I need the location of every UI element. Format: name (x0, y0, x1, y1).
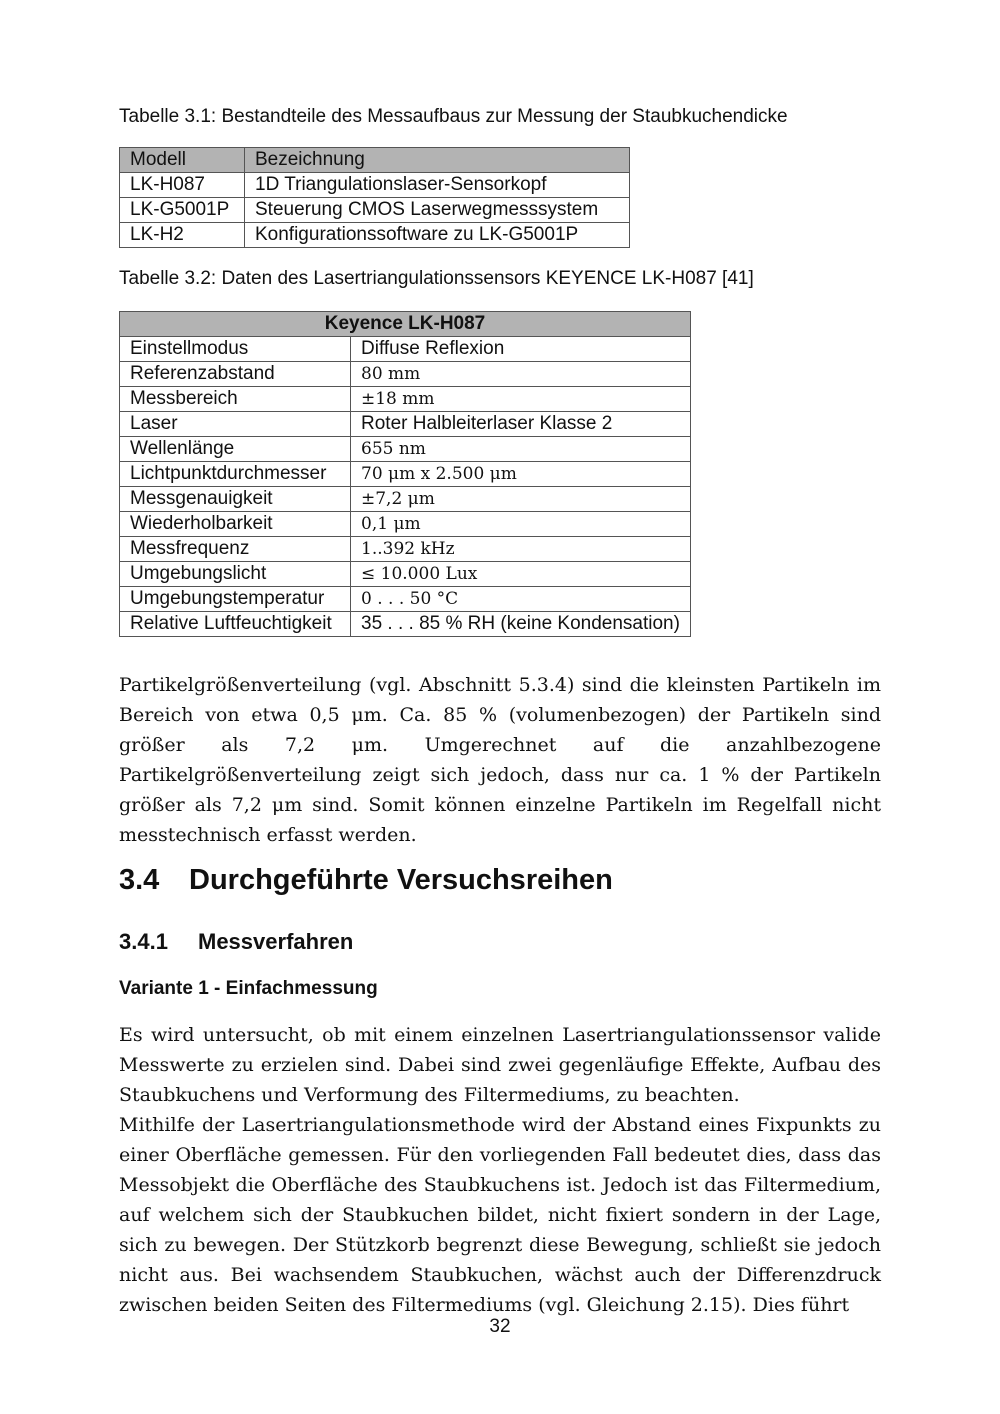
table-header-cell: Bezeichnung (245, 148, 630, 173)
sensor-data-table (119, 311, 691, 637)
body-paragraph: Partikelgrößenverteilung (vgl. Abschnitt 5.3.4) sind die kleinsten Partikeln im Bereich von etwa 0,5 μm. Ca. 85 % (volumenbezogen) der Partikeln sind größer als 7,2 μm. Umgerechnet auf die anzahlbezogene Partikelgrößenverteilung zeigt sich jedoch, dass nur ca. 1 % der Partikeln größer als 7,2 μm sind. Somit können einzelne Partikeln im Regelfall nicht messtechnisch erfasst werden. (119, 674, 881, 846)
table-header-cell: Modell (120, 148, 245, 173)
table-cell: 1D Triangulationslaser-Sensorkopf (245, 173, 630, 198)
subsection-title: Messverfahren (198, 929, 354, 954)
table-cell: 1..392 kHz (351, 537, 691, 562)
table-title-row (120, 312, 691, 337)
table-row (120, 562, 691, 587)
table-row (120, 223, 630, 248)
table-cell: LK-H087 (120, 173, 245, 198)
table-row (120, 612, 691, 637)
table-cell: 655 nm (351, 437, 691, 462)
table-row (120, 173, 630, 198)
table-cell: 70 μm x 2.500 μm (351, 462, 691, 487)
table-cell: Wellenlänge (120, 437, 351, 462)
table-row (120, 587, 691, 612)
table-cell: Wiederholbarkeit (120, 512, 351, 537)
table-row (120, 387, 691, 412)
table-row (120, 362, 691, 387)
table-cell: 80 mm (351, 362, 691, 387)
table-cell: Umgebungstemperatur (120, 587, 351, 612)
components-table (119, 147, 630, 248)
body-paragraph: Es wird untersucht, ob mit einem einzelnen Lasertriangulationssensor valide Messwerte zu erzielen sind. Dabei sind zwei gegenläufige Effekte, Aufbau des Staubkuchens und Verformung des Filtermediums, zu beachten. (119, 1024, 881, 1106)
table-title: Keyence LK-H087 (120, 312, 691, 337)
table-cell: Steuerung CMOS Laserwegmesssystem (245, 198, 630, 223)
table-cell: Lichtpunktdurchmesser (120, 462, 351, 487)
table-cell: LK-H2 (120, 223, 245, 248)
table-cell: ≤ 10.000 Lux (351, 562, 691, 587)
table-cell: Referenzabstand (120, 362, 351, 387)
section-heading (119, 864, 613, 897)
table-cell: 35 . . . 85 % RH (keine Kondensation) (351, 612, 691, 637)
table-cell: Roter Halbleiterlaser Klasse 2 (351, 412, 691, 437)
body-paragraph: Mithilfe der Lasertriangulationsmethode wird der Abstand eines Fixpunkts zu einer Oberfläche gemessen. Für den vorliegenden Fall bedeutet dies, dass das Messobjekt die Oberfläche des Staubkuchens ist. Jedoch ist das Filtermedium, auf welchem sich der Staubkuchen bildet, nicht fixiert sondern in der Lage, sich zu bewegen. Der Stützkorb begrenzt diese Bewegung, schließt sie jedoch nicht aus. Bei wachsendem Staubkuchen, wächst auch der Differenzdruck zwischen beiden Seiten des Filtermediums (vgl. Gleichung 2.15). Dies führt (119, 1114, 881, 1316)
table-3-1-caption: Tabelle 3.1: Bestandteile des Messaufbaus zur Messung der Staubkuchendicke (119, 106, 788, 127)
subsection-heading (119, 929, 353, 955)
subsection-number: 3.4.1 (119, 929, 168, 954)
table-3-2-caption: Tabelle 3.2: Daten des Lasertriangulationssensors KEYENCE LK-H087 [41] (119, 268, 754, 289)
table-cell: 0 . . . 50 °C (351, 587, 691, 612)
table-cell: ±18 mm (351, 387, 691, 412)
table-cell: Messfrequenz (120, 537, 351, 562)
table-row (120, 537, 691, 562)
page-number: 32 (489, 1316, 511, 1337)
table-cell: Diffuse Reflexion (351, 337, 691, 362)
table-cell: Messgenauigkeit (120, 487, 351, 512)
table-row (120, 462, 691, 487)
table-cell: Messbereich (120, 387, 351, 412)
subsubsection-heading: Variante 1 - Einfachmessung (119, 978, 378, 999)
table-cell: Einstellmodus (120, 337, 351, 362)
table-row (120, 487, 691, 512)
section-title: Durchgeführte Versuchsreihen (189, 864, 613, 896)
table-cell: 0,1 μm (351, 512, 691, 537)
section-number: 3.4 (119, 864, 160, 896)
table-row (120, 198, 630, 223)
table-cell: Konfigurationssoftware zu LK-G5001P (245, 223, 630, 248)
table-header-row (120, 148, 630, 173)
table-cell: ±7,2 μm (351, 487, 691, 512)
table-cell: Umgebungslicht (120, 562, 351, 587)
table-row (120, 437, 691, 462)
table-cell: LK-G5001P (120, 198, 245, 223)
table-cell: Laser (120, 412, 351, 437)
table-row (120, 412, 691, 437)
table-cell: Relative Luftfeuchtigkeit (120, 612, 351, 637)
table-row (120, 512, 691, 537)
table-row (120, 337, 691, 362)
